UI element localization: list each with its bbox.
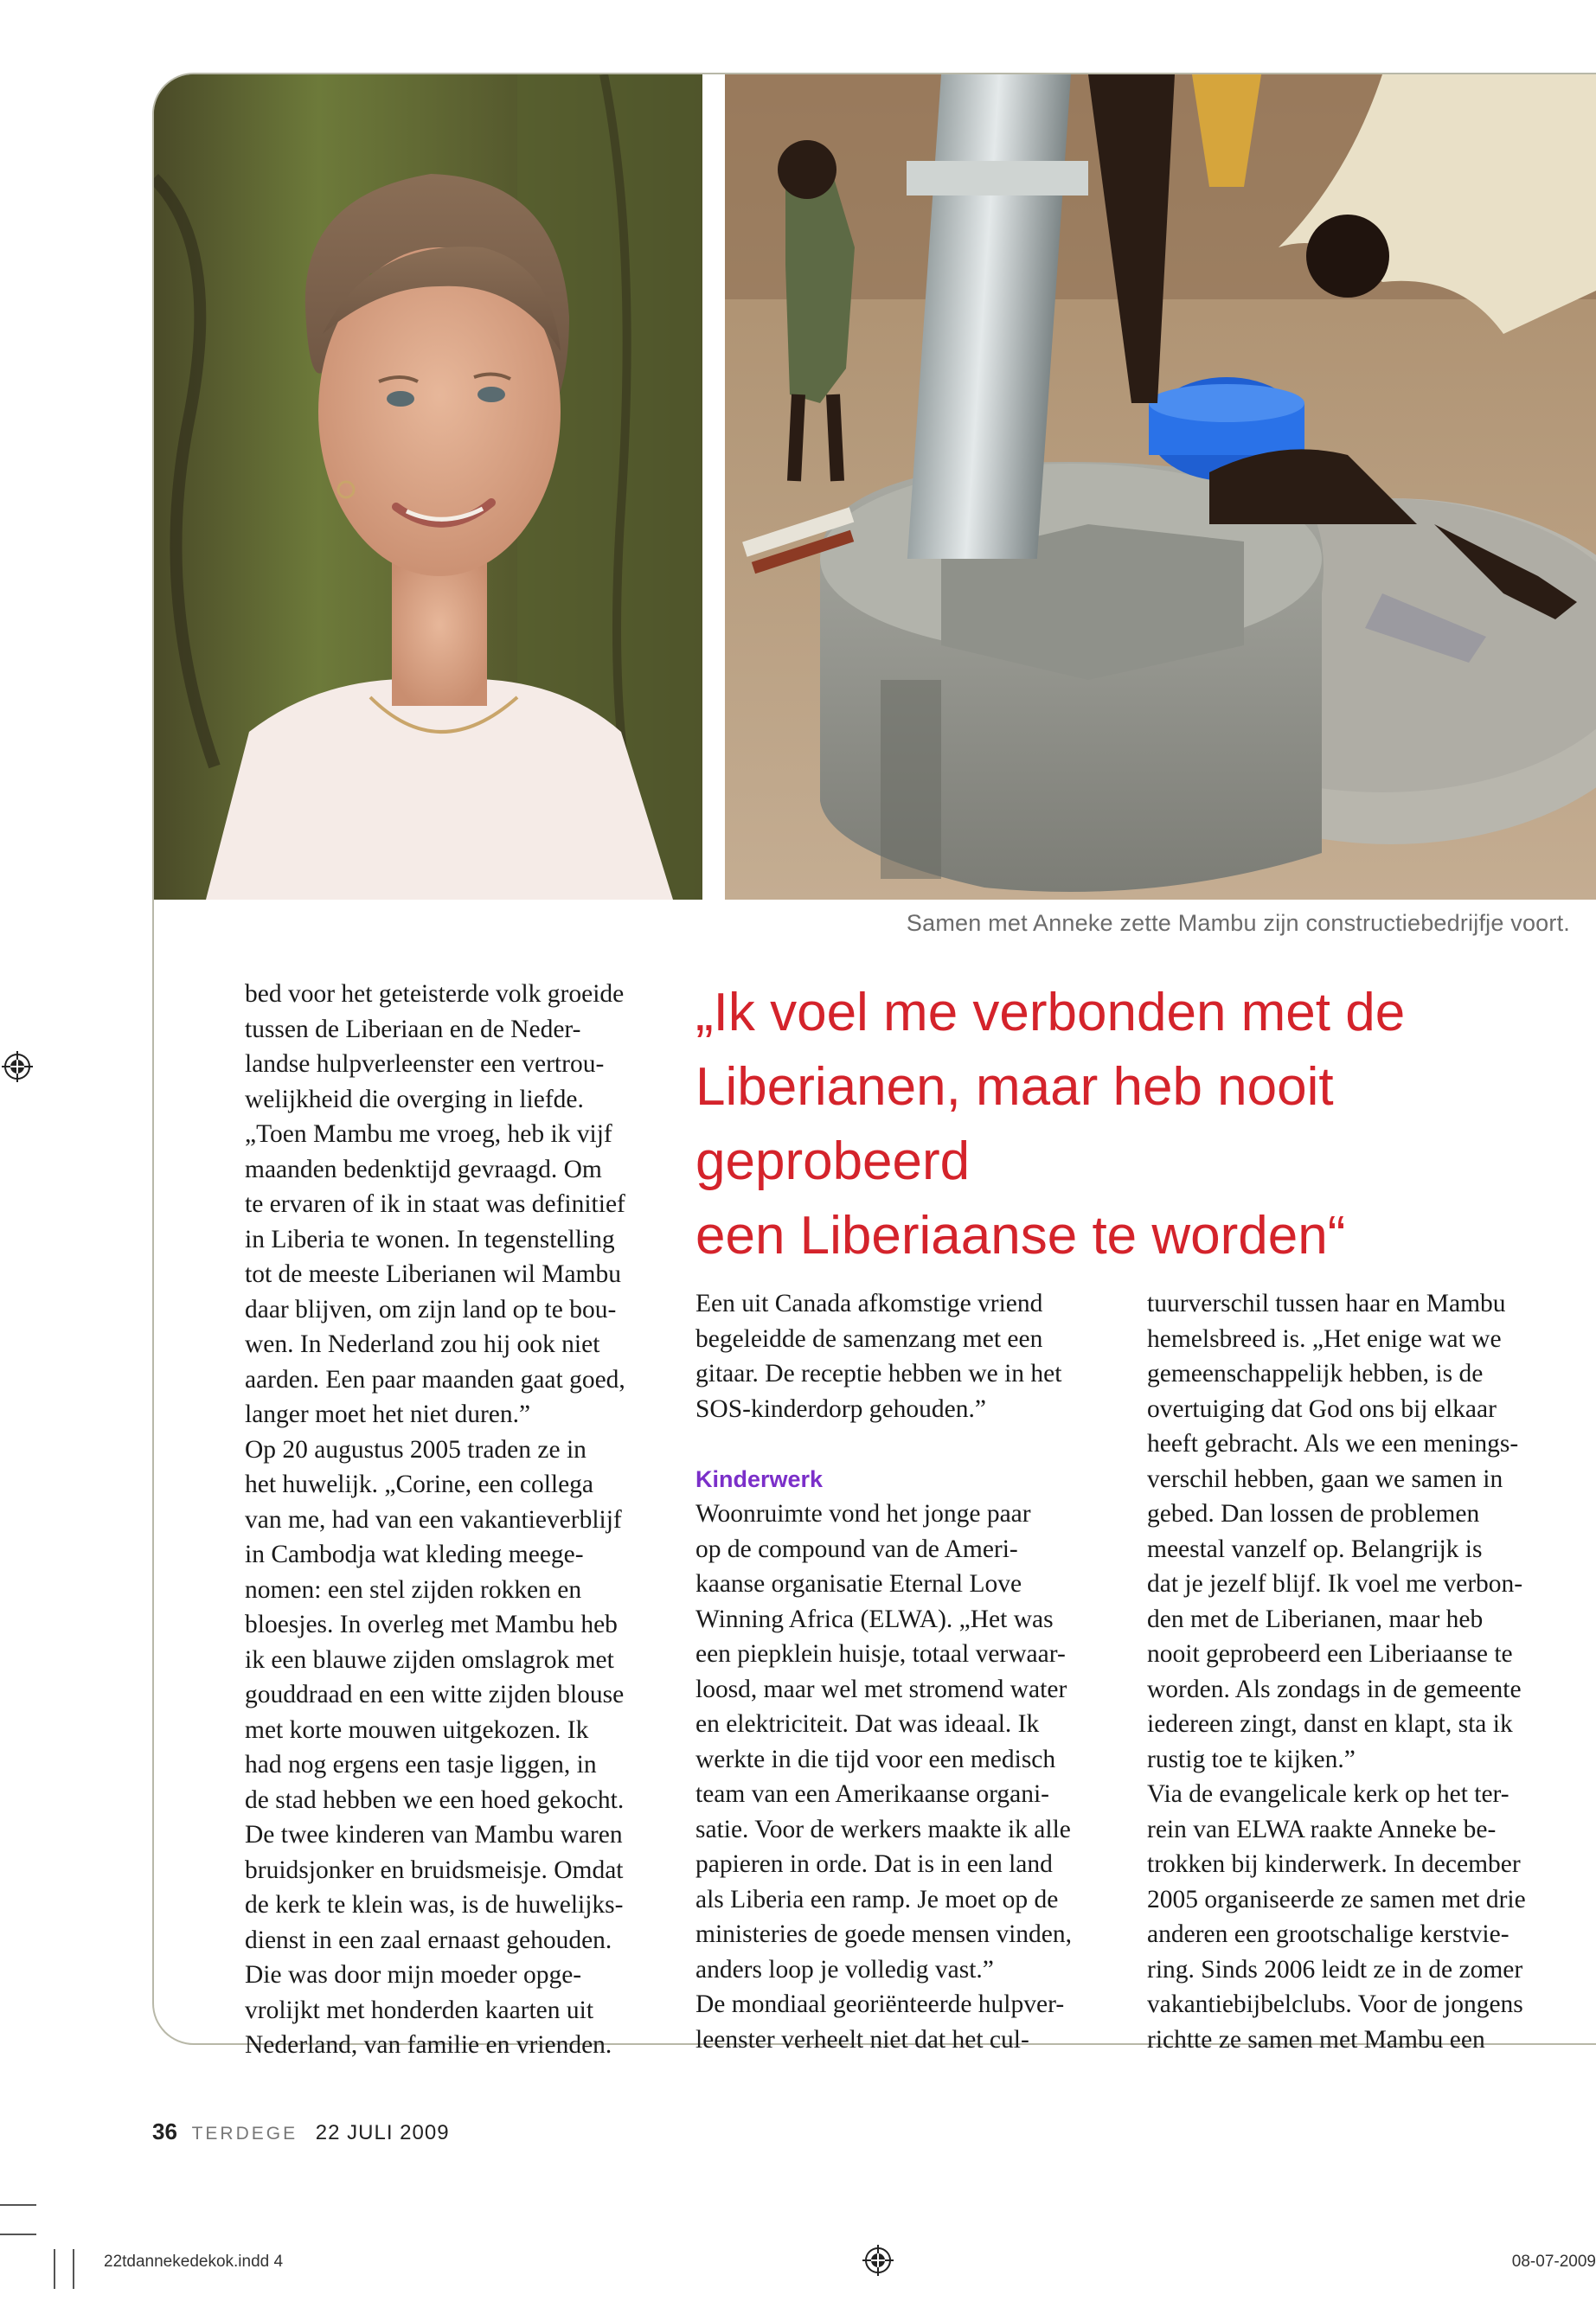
body-text-line: Op 20 augustus 2005 traden ze in: [245, 1435, 586, 1464]
body-text-line: overtuiging dat God ons bij elkaar: [1147, 1394, 1497, 1423]
body-text-line: dat je jezelf blijf. Ik voel me verbon-: [1147, 1570, 1523, 1598]
crop-mark: [54, 2249, 55, 2289]
body-text-line: 2005 organiseerde ze samen met drie: [1147, 1885, 1526, 1913]
body-text-line: als Liberia een ramp. Je moet op de: [695, 1885, 1059, 1913]
body-text-line: te ervaren of ik in staat was definitief: [245, 1190, 625, 1218]
body-text-line: De twee kinderen van Mambu waren: [245, 1821, 623, 1849]
body-text-line: met korte mouwen uitgekozen. Ik: [245, 1715, 589, 1744]
subheading: Kinderwerk: [695, 1465, 824, 1492]
body-text-line: aarden. Een paar maanden gaat goed,: [245, 1365, 625, 1394]
body-text-line: leenster verheelt niet dat het cul-: [695, 2025, 1029, 2054]
pull-quote-line: „Ik voel me verbonden met de: [695, 983, 1406, 1042]
body-text-line: iedereen zingt, danst en klapt, sta ik: [1147, 1710, 1513, 1738]
body-text-line: bloesjes. In overleg met Mambu heb: [245, 1611, 618, 1638]
body-text-line: vrolijkt met honderden kaarten uit: [245, 1996, 594, 2024]
body-text-line: landse hulpverleenster een vertrou-: [245, 1050, 605, 1078]
slug-date: 08-07-2009: [1511, 2253, 1596, 2271]
body-text-line: wen. In Nederland zou hij ook niet: [245, 1330, 600, 1358]
photo-caption: Samen met Anneke zette Mambu zijn constructiebedrijfje voort.: [906, 910, 1570, 936]
body-text-line: ministeries de goede mensen vinden,: [695, 1920, 1073, 1948]
slug-filename: 22tdannekedekok.indd 4: [104, 2253, 284, 2271]
body-text-line: tussen de Liberiaan en de Neder-: [245, 1015, 581, 1043]
body-text-line: welijkheid die overging in liefde.: [245, 1085, 584, 1113]
registration-mark-icon: [2, 1051, 33, 1082]
body-text-line: daar blijven, om zijn land op te bou-: [245, 1295, 617, 1324]
body-text-line: worden. Als zondags in de gemeente: [1147, 1675, 1522, 1703]
body-text-line: Een uit Canada afkomstige vriend: [695, 1290, 1043, 1317]
body-text-line: van me, had van een vakantieverblijf: [245, 1505, 622, 1534]
body-text-line: werkte in die tijd voor een medisch: [695, 1745, 1056, 1773]
page-footer: [152, 2118, 450, 2145]
body-text-line: Via de evangelicale kerk op het ter-: [1147, 1780, 1509, 1808]
body-text-line: trokken bij kinderwerk. In december: [1147, 1850, 1521, 1878]
crop-mark: [0, 2234, 36, 2235]
body-text-line: bed voor het geteisterde volk groeide: [245, 980, 625, 1008]
body-text-line: gemeenschappelijk hebben, is de: [1147, 1360, 1484, 1388]
body-text-line: team van een Amerikaanse organi-: [695, 1780, 1050, 1808]
issue-date: 22 JULI 2009: [315, 2121, 450, 2144]
body-text-line: tot de meeste Liberianen wil Mambu: [245, 1260, 621, 1288]
body-text-line: nooit geprobeerd een Liberiaanse te: [1147, 1640, 1513, 1668]
body-text-line: de kerk te klein was, is de huwelijks-: [245, 1891, 624, 1919]
body-text-line: anderen een grootschalige kerstvie-: [1147, 1920, 1509, 1948]
body-text-line: in Cambodja wat kleding meege-: [245, 1541, 584, 1568]
body-text-line: kaanse organisatie Eternal Love: [695, 1570, 1022, 1598]
body-text-line: dienst in een zaal ernaast gehouden.: [245, 1926, 612, 1954]
body-text-line: langer moet het niet duren.”: [245, 1400, 531, 1428]
article-column-2: [695, 1286, 1072, 2057]
body-text-line: maanden bedenktijd gevraagd. Om: [245, 1155, 602, 1183]
column-2-top: [695, 1286, 1072, 1426]
body-text-line: meestal vanzelf op. Belangrijk is: [1147, 1535, 1483, 1563]
body-text-line: loosd, maar wel met stromend water: [695, 1675, 1067, 1703]
page-number: 36: [152, 2118, 177, 2144]
magazine-name: TERDEGE: [191, 2124, 298, 2144]
well-construction-photo: [725, 74, 1596, 900]
body-text-line: gebed. Dan lossen de problemen: [1147, 1500, 1480, 1528]
body-text-line: tuurverschil tussen haar en Mambu: [1147, 1290, 1506, 1317]
crop-mark: [0, 2204, 36, 2206]
pull-quote-line: een Liberiaanse te worden“: [695, 1206, 1346, 1266]
body-text-line: begeleidde de samenzang met een: [695, 1324, 1043, 1353]
body-text-line: en elektriciteit. Dat was ideaal. Ik: [695, 1710, 1040, 1738]
body-text-line: het huwelijk. „Corine, een collega: [245, 1471, 594, 1498]
body-text-line: ik een blauwe zijden omslagrok met: [245, 1645, 614, 1674]
body-text-line: een piepklein huisje, totaal verwaar-: [695, 1640, 1066, 1668]
body-text-line: heeft gebracht. Als we een menings-: [1147, 1430, 1519, 1458]
portrait-photo: [154, 74, 702, 900]
body-text-line: bruidsjonker en bruidsmeisje. Omdat: [245, 1856, 624, 1884]
body-text-line: op de compound van de Ameri-: [695, 1535, 1018, 1563]
body-text-line: richtte ze samen met Mambu een: [1147, 2025, 1485, 2054]
body-text-line: nomen: een stel zijden rokken en: [245, 1575, 582, 1604]
body-text-line: hemelsbreed is. „Het enige wat we: [1147, 1324, 1502, 1353]
body-text-line: verschil hebben, gaan we samen in: [1147, 1465, 1503, 1493]
crop-mark: [73, 2249, 74, 2289]
body-text-line: Woonruimte vond het jonge paar: [695, 1500, 1031, 1528]
body-text-line: rustig toe te kijken.”: [1147, 1745, 1356, 1773]
body-text-line: satie. Voor de werkers maakte ik alle: [695, 1815, 1071, 1843]
body-text-line: Die was door mijn moeder opge-: [245, 1961, 582, 1989]
body-text-line: gitaar. De receptie hebben we in het: [695, 1360, 1062, 1388]
pull-quote-line: Liberianen, maar heb nooit geprobeerd: [695, 1057, 1334, 1191]
body-text-line: anders loop je volledig vast.”: [695, 1955, 994, 1984]
article-column-3: [1147, 1286, 1526, 2057]
body-text-line: Winning Africa (ELWA). „Het was: [695, 1605, 1054, 1633]
body-text-line: SOS-kinderdorp gehouden.”: [695, 1394, 986, 1423]
body-text-line: had nog ergens een tasje liggen, in: [245, 1751, 597, 1779]
body-text-line: den met de Liberianen, maar heb: [1147, 1605, 1484, 1633]
article-column-1: [245, 977, 625, 2063]
body-text-line: rein van ELWA raakte Anneke be-: [1147, 1815, 1497, 1843]
column-2-bottom: [695, 1497, 1072, 2057]
body-text-line: „Toen Mambu me vroeg, heb ik vijf: [245, 1120, 612, 1148]
body-text-line: in Liberia te wonen. In tegenstelling: [245, 1225, 615, 1253]
body-text-line: de stad hebben we een hoed gekocht.: [245, 1785, 625, 1814]
body-text-line: De mondiaal georiënteerde hulpver-: [695, 1990, 1065, 2018]
body-text-line: ring. Sinds 2006 leidt ze in de zomer: [1147, 1955, 1523, 1984]
body-text-line: Nederland, van familie en vrienden.: [245, 2031, 612, 2059]
registration-mark-icon: [862, 2245, 894, 2276]
pull-quote: [695, 976, 1578, 1273]
body-text-line: vakantiebijbelclubs. Voor de jongens: [1147, 1990, 1523, 2018]
body-text-line: gouddraad en een witte zijden blouse: [245, 1681, 625, 1708]
body-text-line: papieren in orde. Dat is in een land: [695, 1850, 1053, 1878]
